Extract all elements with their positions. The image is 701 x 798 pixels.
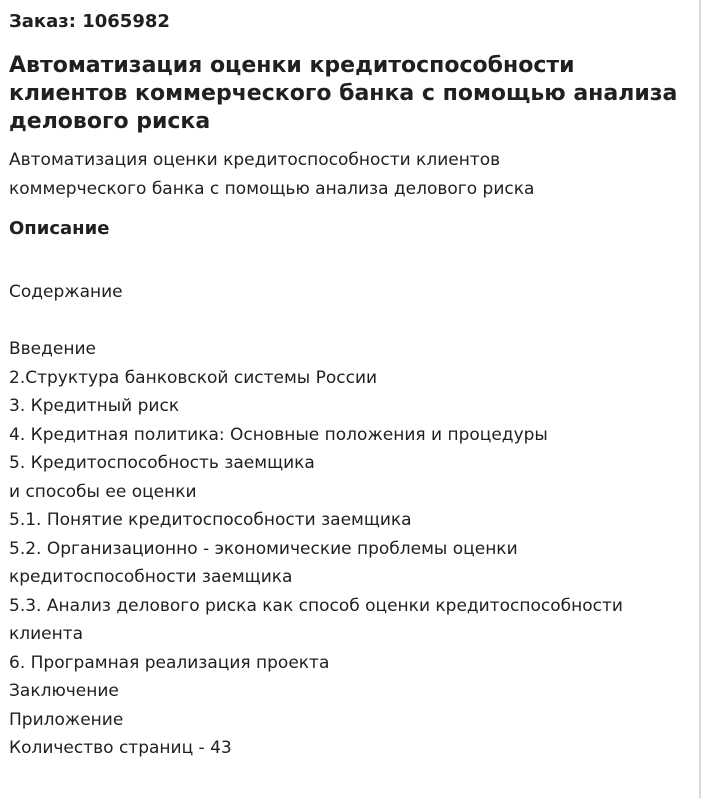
page-count: Количество страниц - 43: [9, 738, 232, 758]
contents-line: 6. Програмная реализация проекта: [9, 652, 330, 673]
page-title: Автоматизация оценки кредитоспособности клиентов коммерческого банка с помощью анализа делового риска: [9, 53, 678, 134]
description-heading: Описание: [9, 218, 110, 239]
subtitle: [9, 146, 669, 204]
description-content: [9, 278, 689, 763]
contents-heading: Содержание: [9, 282, 123, 302]
contents-line: 5. Кредитоспособность заемщика: [9, 453, 315, 473]
subtitle-line: Автоматизация оценки кредитоспособности клиентов: [9, 150, 501, 170]
contents-line: и способы ее оценки: [9, 481, 197, 502]
contents-line: Введение: [9, 339, 96, 359]
contents-line: 5.2. Организационно - экономические проблемы оценки: [9, 538, 518, 559]
contents-line: 5.3. Анализ делового риска как способ оценки кредитоспособности: [9, 595, 623, 616]
contents-line: кредитоспособности заемщика: [9, 567, 293, 587]
contents-line: Приложение: [9, 709, 124, 730]
contents-line: клиента: [9, 624, 84, 644]
contents-line: Заключение: [9, 681, 119, 701]
contents-line: 2.Структура банковской системы России: [9, 367, 378, 388]
contents-line: 5.1. Понятие кредитоспособности заемщика: [9, 510, 412, 530]
order-number: Заказ: 1065982: [9, 11, 170, 32]
subtitle-line: коммерческого банка с помощью анализа делового риска: [9, 179, 535, 199]
spacer: [9, 307, 689, 336]
contents-line: 4. Кредитная политика: Основные положения и процедуры: [9, 424, 548, 445]
contents-line: 3. Кредитный риск: [9, 396, 180, 416]
